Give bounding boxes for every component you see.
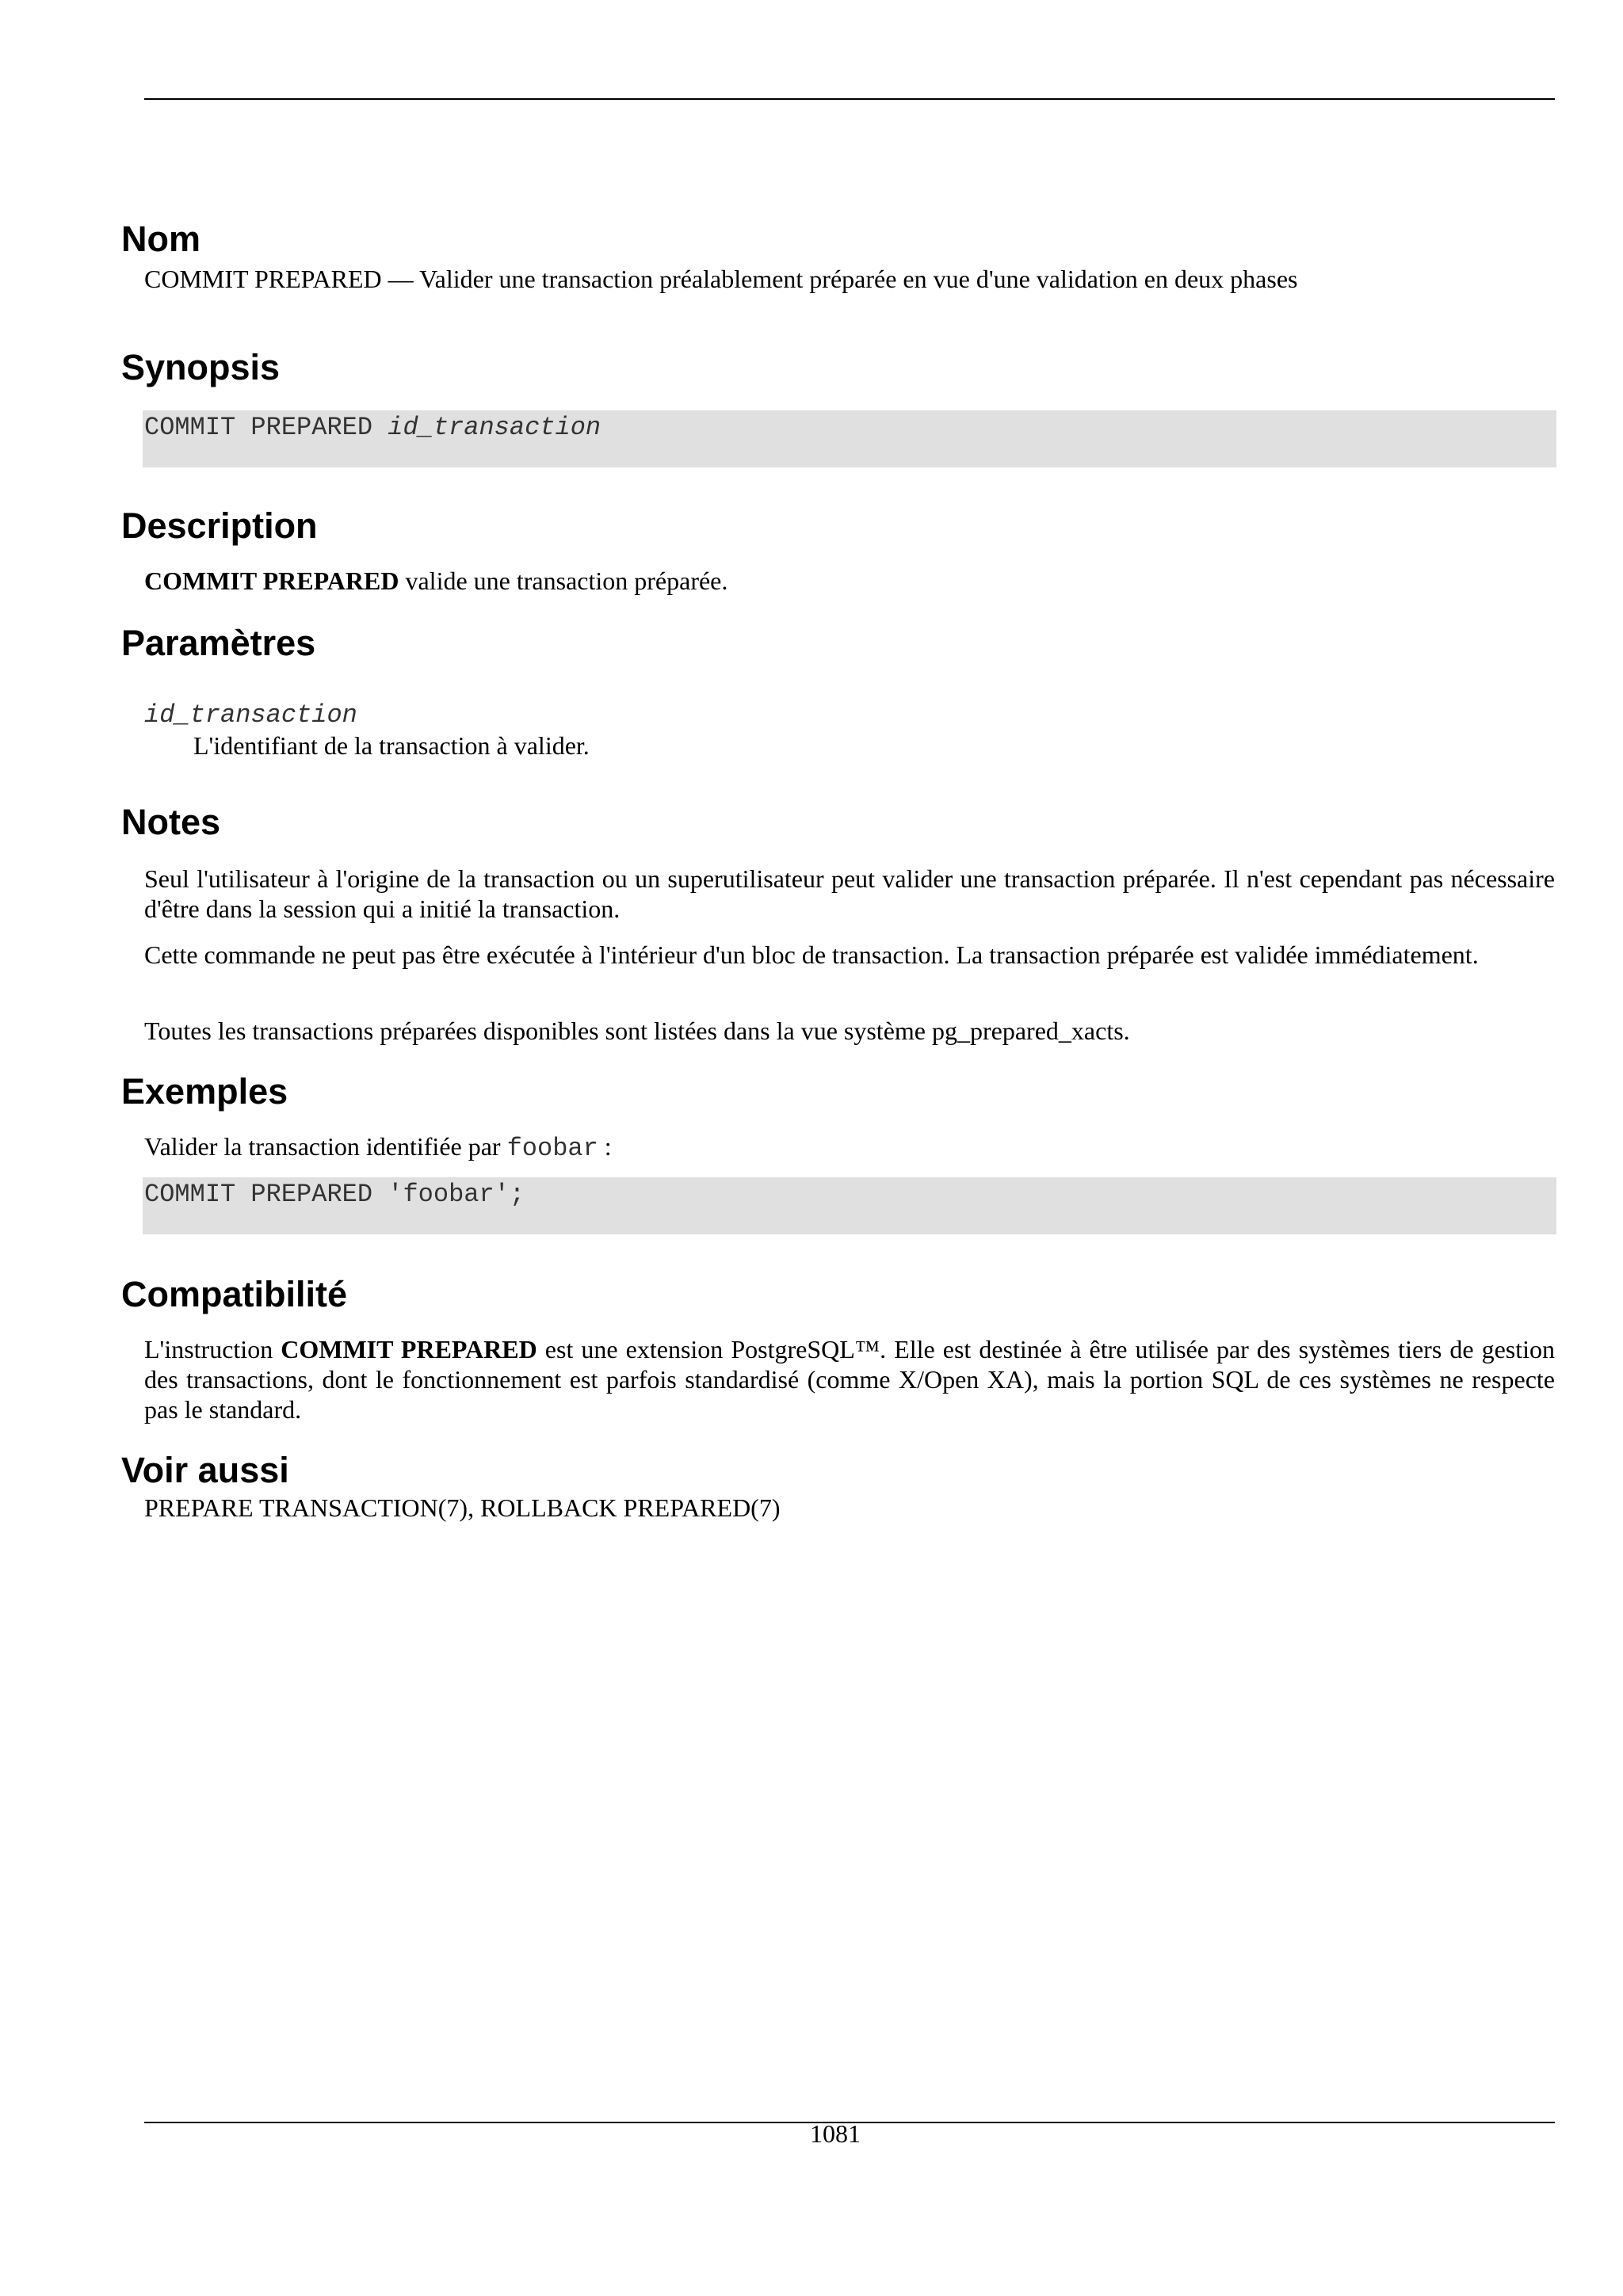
heading-description: Description [121,505,318,546]
heading-notes: Notes [121,802,221,842]
heading-nom: Nom [121,219,200,259]
exemples-intro-end: : [598,1132,612,1161]
voir-aussi-text: PREPARE TRANSACTION(7), ROLLBACK PREPARED(7) [144,1493,781,1522]
exemples-intro-code: foobar [506,1134,598,1163]
exemples-intro [144,1131,1555,1164]
compatibilite-rest: est une extension PostgreSQL™. Elle est destinée à être utilisée par des systèmes tiers de gestion des transactions, dont le fonctionnement est parfois standardisé (comme X/Open XA), mais la portion SQL de ces systèmes ne respecte pas le standard. [144,1335,1555,1424]
nom-text: COMMIT PREPARED — Valider une transaction préalablement préparée en vue d'une validation en deux phases [144,265,1298,293]
exemples-code-block: COMMIT PREPARED 'foobar'; [143,1177,1556,1234]
heading-compatibilite: Compatibilité [121,1274,348,1314]
heading-exemples: Exemples [121,1071,288,1112]
heading-synopsis: Synopsis [121,347,281,387]
compatibilite-text [144,1334,1555,1425]
heading-parametres: Paramètres [121,623,316,663]
synopsis-command: COMMIT PREPARED [144,413,388,442]
compatibilite-command: COMMIT PREPARED [281,1335,537,1363]
param-term: id_transaction [144,700,357,730]
compatibilite-lead: L'instruction [144,1335,281,1363]
heading-voir-aussi: Voir aussi [121,1450,289,1490]
notes-paragraph-3: Toutes les transactions préparées disponibles sont listées dans la vue système pg_prepared_xacts. [144,1016,1130,1045]
description-command: COMMIT PREPARED [144,566,399,595]
header-rule [144,98,1555,100]
page-number: 1081 [810,2119,861,2148]
description-text [144,566,1555,596]
exemples-intro-text: Valider la transaction identifiée par [144,1132,507,1161]
notes-paragraph-2: Cette commande ne peut pas être exécutée à l'intérieur d'un bloc de transaction. La transaction préparée est validée immédiatement. [144,940,1479,969]
synopsis-param: id_transaction [388,413,601,442]
notes-paragraph-1: Seul l'utilisateur à l'origine de la transaction ou un superutilisateur peut valider une transaction préparée. Il n'est cependant pas nécessaire d'être dans la session qui a initié la transaction. [144,864,1555,923]
synopsis-code-block [143,410,1556,467]
description-rest: valide une transaction préparée. [399,566,728,595]
param-definition: L'identifiant de la transaction à valider. [193,731,590,760]
